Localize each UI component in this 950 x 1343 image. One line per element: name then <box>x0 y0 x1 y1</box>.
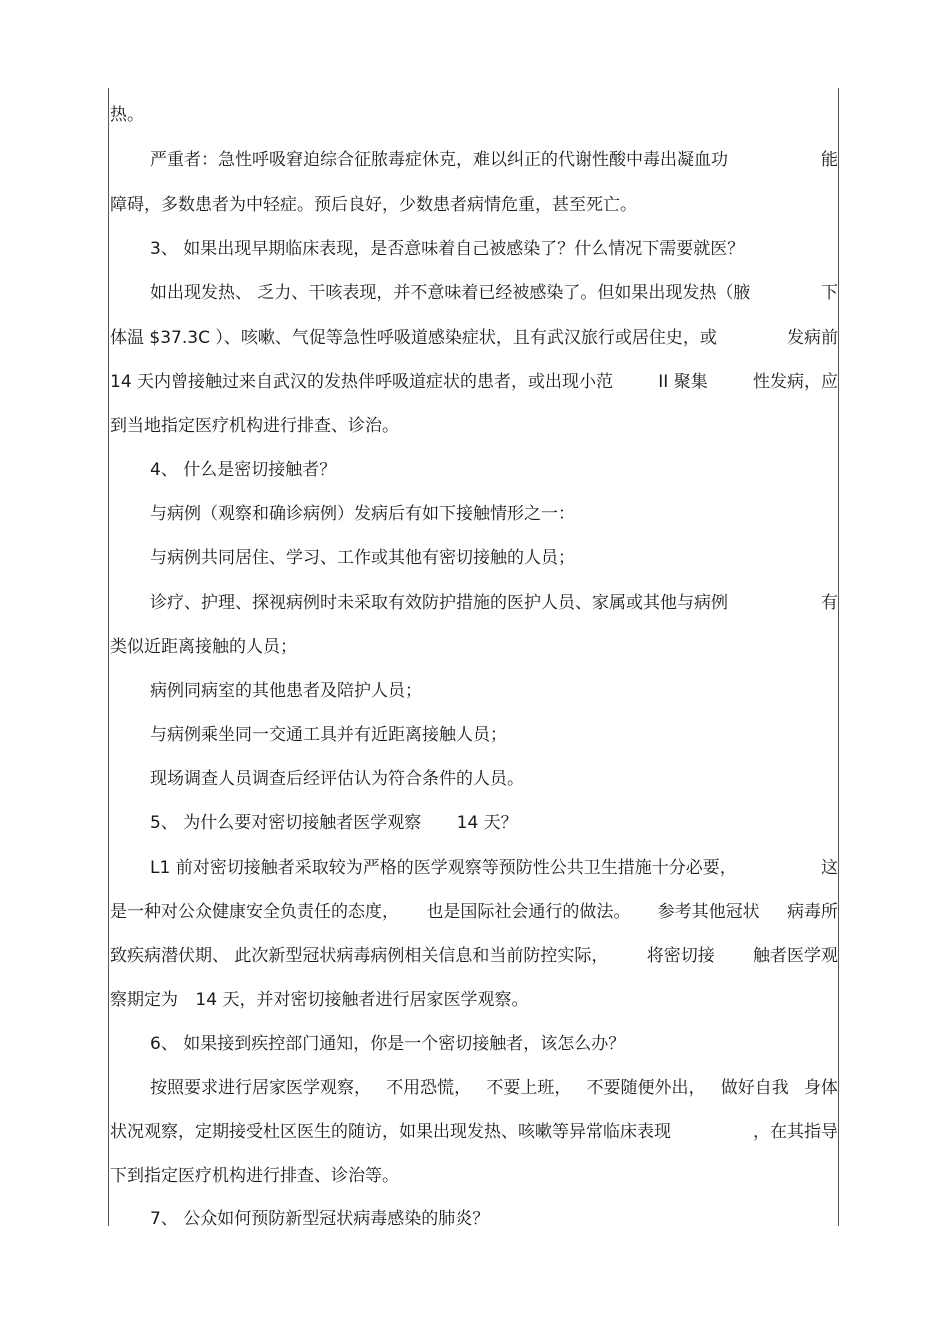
question-heading <box>110 810 838 836</box>
question-heading <box>110 236 838 262</box>
text-segment: 5、 为什么要对密切接触者医学观察 <box>150 813 422 833</box>
text-segment: 做好自我 <box>720 1078 789 1098</box>
text-segment: 与病例乘坐同一交通工具并有近距离接触人员； <box>150 725 507 745</box>
text-line <box>110 899 838 925</box>
text-segment: 不要上班， <box>486 1078 572 1098</box>
text-segment: 14 天？ <box>456 813 518 833</box>
text-segment: 参考其他冠状 <box>657 902 760 922</box>
text-line <box>110 280 838 306</box>
text-segment: 4、 什么是密切接触者？ <box>150 460 337 480</box>
text-segment: 也是国际社会通行的做法。 <box>426 902 631 922</box>
text-segment: 有 <box>821 593 838 613</box>
text-segment: 现场调查人员调查后经评估认为符合条件的人员。 <box>150 769 524 789</box>
question-heading <box>110 1031 838 1057</box>
text-segment: 身体 <box>803 1078 838 1098</box>
text-segment: 不要随便外出， <box>586 1078 706 1098</box>
text-segment: 诊疗、护理、探视病例时未采取有效防护措施的医护人员、家属或其他与病例 <box>150 593 728 613</box>
text-line <box>110 766 838 792</box>
text-segment: 不用恐慌， <box>386 1078 472 1098</box>
text-segment: 这 <box>821 858 838 878</box>
text-line <box>110 1119 838 1145</box>
text-line <box>110 325 838 351</box>
text-segment: 病例同病室的其他患者及陪护人员； <box>150 681 422 701</box>
text-segment: 14 天内曾接触过来自武汉的发热伴呼吸道症状的患者，或出现小范 <box>110 372 614 392</box>
text-segment: 6、 如果接到疾控部门通知，你是一个密切接触者，该怎么办？ <box>150 1034 626 1054</box>
text-segment: L1 前对密切接触者采取较为严格的医学观察等预防性公共卫生措施十分必要， <box>150 858 737 878</box>
text-line <box>110 147 838 173</box>
text-line <box>110 102 838 128</box>
text-segment: 将密切接 <box>646 946 715 966</box>
text-segment: 热。 <box>110 105 144 125</box>
text-segment: 致疾病潜伏期、 此次新型冠状病毒病例相关信息和当前防控实际， <box>110 946 609 966</box>
text-segment: 7、 公众如何预防新型冠状病毒感染的肺炎？ <box>150 1209 490 1229</box>
text-segment: 3、 如果出现早期临床表现，是否意味着自己被感染了？什么情况下需要就医？ <box>150 239 745 259</box>
text-segment: 能 <box>821 150 838 170</box>
text-segment: 障碍，多数患者为中轻症。预后良好，少数患者病情危重，甚至死亡。 <box>110 195 637 215</box>
text-segment: 性发病，应 <box>752 372 838 392</box>
text-line <box>110 943 838 969</box>
text-segment: 到当地指定医疗机构进行排查、诊治。 <box>110 416 399 436</box>
text-segment: 与病例共同居住、学习、工作或其他有密切接触的人员； <box>150 548 575 568</box>
text-segment: 触者医学观 <box>753 946 838 966</box>
text-line <box>110 855 838 881</box>
text-line <box>110 1163 838 1189</box>
text-segment: 状况观察，定期接受杜区医生的随访，如果出现发热、咳嗽等异常临床表现 <box>110 1122 671 1142</box>
question-heading <box>110 457 838 483</box>
text-segment: 病毒所 <box>786 902 838 922</box>
text-line <box>110 987 838 1013</box>
text-line <box>110 369 838 395</box>
text-segment: 与病例（观察和确诊病例）发病后有如下接触情形之一： <box>150 504 575 524</box>
text-line <box>110 1075 838 1101</box>
text-segment: 下到指定医疗机构进行排查、诊治等。 <box>110 1166 399 1186</box>
right-border <box>838 88 839 1226</box>
text-segment: 发病前 <box>787 328 838 348</box>
question-heading <box>110 1206 838 1232</box>
text-line <box>110 545 838 571</box>
text-segment: 如出现发热、 乏力、干咳表现，并不意味着已经被感染了。但如果出现发热（腋 <box>150 283 751 303</box>
text-segment: 下 <box>821 283 838 303</box>
text-line <box>110 501 838 527</box>
text-segment: 是一种对公众健康安全负责任的态度， <box>110 902 399 922</box>
text-line <box>110 722 838 748</box>
text-segment: ，在其指导 <box>753 1122 838 1142</box>
text-segment: 按照要求进行居家医学观察， <box>150 1078 371 1098</box>
text-line <box>110 413 838 439</box>
text-segment: II 聚集 <box>658 372 708 392</box>
text-line <box>110 634 838 660</box>
text-line <box>110 678 838 704</box>
text-line <box>110 590 838 616</box>
text-segment: 察期定为 <box>110 990 178 1010</box>
text-segment: 类似近距离接触的人员； <box>110 637 297 657</box>
left-border <box>108 88 109 1226</box>
text-segment: 体温 $37.3C ）、咳嗽、气促等急性呼吸道感染症状，且有武汉旅行或居住史，或 <box>110 328 717 348</box>
text-segment: 14 天，并对密切接触者进行居家医学观察。 <box>195 990 529 1010</box>
text-segment: 严重者：急性呼吸窘迫综合征脓毒症休克，难以纠正的代谢性酸中毒出凝血功 <box>150 150 728 170</box>
text-line <box>110 192 838 218</box>
